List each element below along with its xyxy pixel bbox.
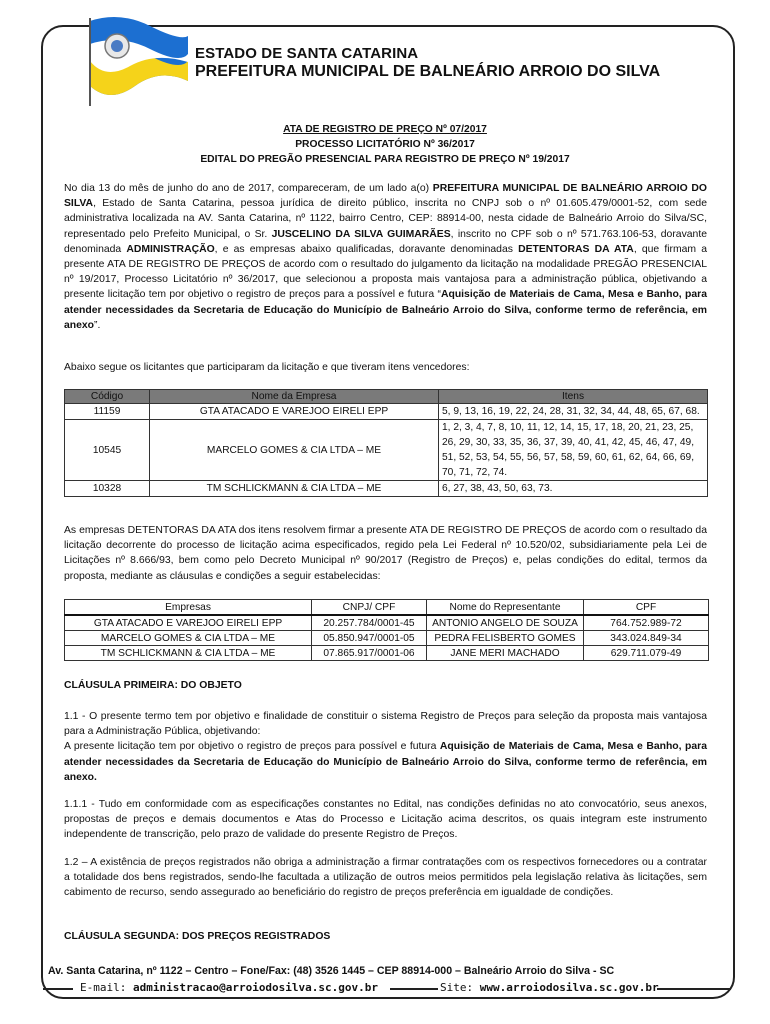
intro-paragraph: No dia 13 do mês de junho do ano de 2017, compareceram, de um lado a(o) PREFEITURA MUNICIPAL DE BALNEÁRIO ARROIO DO SILVA, Estado de Santa Catarina, pessoa jurídica de direito público, inscrita no CNPJ sob o nº 01.605.479/0001-52, com sede administrativa localizada na AV. Santa Catarina, nº 1122, bairro Centro, CEP: 88914-00, nesta cidade de Balneário Arroio do Silva/SC, representado pelo Prefeito Municipal, o Sr. JUSCELINO DA SILVA GUIMARÃES, inscrito no CPF sob o nº 571.763.106-53, doravante denominada ADMINISTRAÇÃO, e as empresas abaixo qualificadas, doravante denominadas DETENTORAS DA ATA, que firmam a presente ATA DE REGISTRO DE PREÇOS de acordo com o resultado do julgamento da licitação na modalidade PREGÃO PRESENCIAL nº 19/2017, Processo Licitatório nº 36/2017, que selecionou a proposta mais vantajosa para a administração pública, objetivando a presente licitação tem por objetivo o registro de preços para a possível e futura “Aquisição de Materiais de Cama, Mesa e Banho, para atender necessidades da Secretaria de Educação do Município de Balneário Arroio do Silva, conforme termo de referência, em anexo”. bbox=[64, 183, 707, 331]
footer-contacts: E-mail: administracao@arroiodosilva.sc.gov.br Site: www.arroiodosilva.sc.gov.br bbox=[80, 981, 659, 994]
table-header: Código bbox=[65, 390, 150, 404]
footer-address: Av. Santa Catarina, nº 1122 – Centro – Fone/Fax: (48) 3526 1445 – CEP 88914-000 – Balneário Arroio do Silva - SC bbox=[48, 965, 615, 977]
table-row: MARCELO GOMES & CIA LTDA – ME 05.850.947/0001-05 PEDRA FELISBERTO GOMES 343.024.849-34 bbox=[65, 631, 709, 646]
edital-title: EDITAL DO PREGÃO PRESENCIAL PARA REGISTRO DE PREÇO Nº 19/2017 bbox=[200, 154, 570, 165]
companies-table bbox=[64, 599, 709, 661]
clause-1-1-1: 1.1.1 - Tudo em conformidade com as especificações constantes no Edital, nas condições definidas no ato convocatório, seus anexos, propostas de preços e demais documentos e Atas do Processo e Licitação acima descritos, os quais integram este instrumento independente de transcrição, pelo prazo de validade do presente Registro de Preços. bbox=[64, 799, 707, 841]
clause-1-2: 1.2 – A existência de preços registrados não obriga a administração a firmar contratações com os respectivos fornecedores ou a contratar a totalidade dos bens registrados, sendo-lhe facultada a utilização de outros meios permitidos pela legislação relativa às licitações, sem cabimento de recurso, sendo assegurado ao beneficiário do registro de preços preferência em igualdade de condições. bbox=[64, 857, 707, 899]
footer-site-link[interactable]: www.arroiodosilva.sc.gov.br bbox=[479, 981, 659, 994]
clause-2-title: CLÁUSULA SEGUNDA: DOS PREÇOS REGISTRADOS bbox=[64, 931, 331, 942]
table-header: CNPJ/ CPF bbox=[312, 600, 427, 616]
state-name: ESTADO DE SANTA CATARINA bbox=[195, 45, 419, 62]
winners-intro: Abaixo segue os licitantes que participaram da licitação e que tiveram itens vencedores: bbox=[64, 362, 470, 373]
footer-divider bbox=[657, 988, 731, 990]
process-title: PROCESSO LICITATÓRIO Nº 36/2017 bbox=[295, 139, 475, 150]
table-header: Nome do Representante bbox=[427, 600, 584, 616]
table-row: 10328 TM SCHLICKMANN & CIA LTDA – ME 6, 27, 38, 43, 50, 63, 73. bbox=[65, 481, 708, 497]
footer-divider bbox=[43, 988, 73, 990]
table-header: Itens bbox=[439, 390, 708, 404]
table-header: Empresas bbox=[65, 600, 312, 616]
footer-email-link[interactable]: administracao@arroiodosilva.sc.gov.br bbox=[132, 981, 379, 994]
table-header: CPF bbox=[584, 600, 709, 616]
table-row: GTA ATACADO E VAREJOO EIRELI EPP 20.257.784/0001-45 ANTONIO ANGELO DE SOUZA 764.752.989-72 bbox=[65, 615, 709, 631]
winners-table bbox=[64, 389, 708, 497]
table-row: 11159 GTA ATACADO E VAREJOO EIRELI EPP 5, 9, 13, 16, 19, 22, 24, 28, 31, 32, 34, 44, 48, 65, 67, 68. bbox=[65, 404, 708, 420]
page-border-frame bbox=[41, 25, 735, 999]
table-row: TM SCHLICKMANN & CIA LTDA – ME 07.865.917/0001-06 JANE MERI MACHADO 629.711.079-49 bbox=[65, 646, 709, 661]
table-row: 10545 MARCELO GOMES & CIA LTDA – ME 1, 2, 3, 4, 7, 8, 10, 11, 12, 14, 15, 17, 18, 20, 21, 23, 25, 26, 29, 30, 33, 35, 36, 37, 39, 40, 41, 42, 45, 46, 47, 49, 51, 52, 53, 54, 55, 56, 57, 58, 59, 60, 61, 62, 64, 66, 69, 70, 71, 72, 74. bbox=[65, 420, 708, 481]
companies-intro: As empresas DETENTORAS DA ATA dos itens resolvem firmar a presente ATA DE REGISTRO DE PREÇOS de acordo com o resultado da licitação decorrente do processo de licitação acima especificados, regido pela Lei Federal nº 10.520/02, subsidiariamente pela Lei de Licitações nº 8.666/93, bem como pelo Decreto Municipal nº 90/2017 (Registro de Preços) e, pelas condições do edital, termos da proposta, mediante as cláusulas e condições a seguir estabelecidas: bbox=[64, 525, 707, 582]
prefecture-name: PREFEITURA MUNICIPAL DE BALNEÁRIO ARROIO DO SILVA bbox=[195, 63, 661, 80]
clause-1-title: CLÁUSULA PRIMEIRA: DO OBJETO bbox=[64, 680, 242, 691]
municipal-flag-icon bbox=[80, 6, 190, 106]
clause-1-1: 1.1 - O presente termo tem por objetivo e finalidade de constituir o sistema Registro de Preços para seleção da proposta mais vantajosa para a Administração Pública, objetivando: A presente licitação tem por objetivo o registro de preços para possível e futura Aquisição de Materiais de Cama, Mesa e Banho, para atender necessidades da Secretaria de Educação do Município de Balneário Arroio do Silva, conforme termo de referência, em anexo. bbox=[64, 711, 707, 783]
document-titles bbox=[60, 122, 710, 167]
ata-title: ATA DE REGISTRO DE PREÇO Nº 07/2017 bbox=[283, 124, 487, 135]
table-header: Nome da Empresa bbox=[150, 390, 439, 404]
